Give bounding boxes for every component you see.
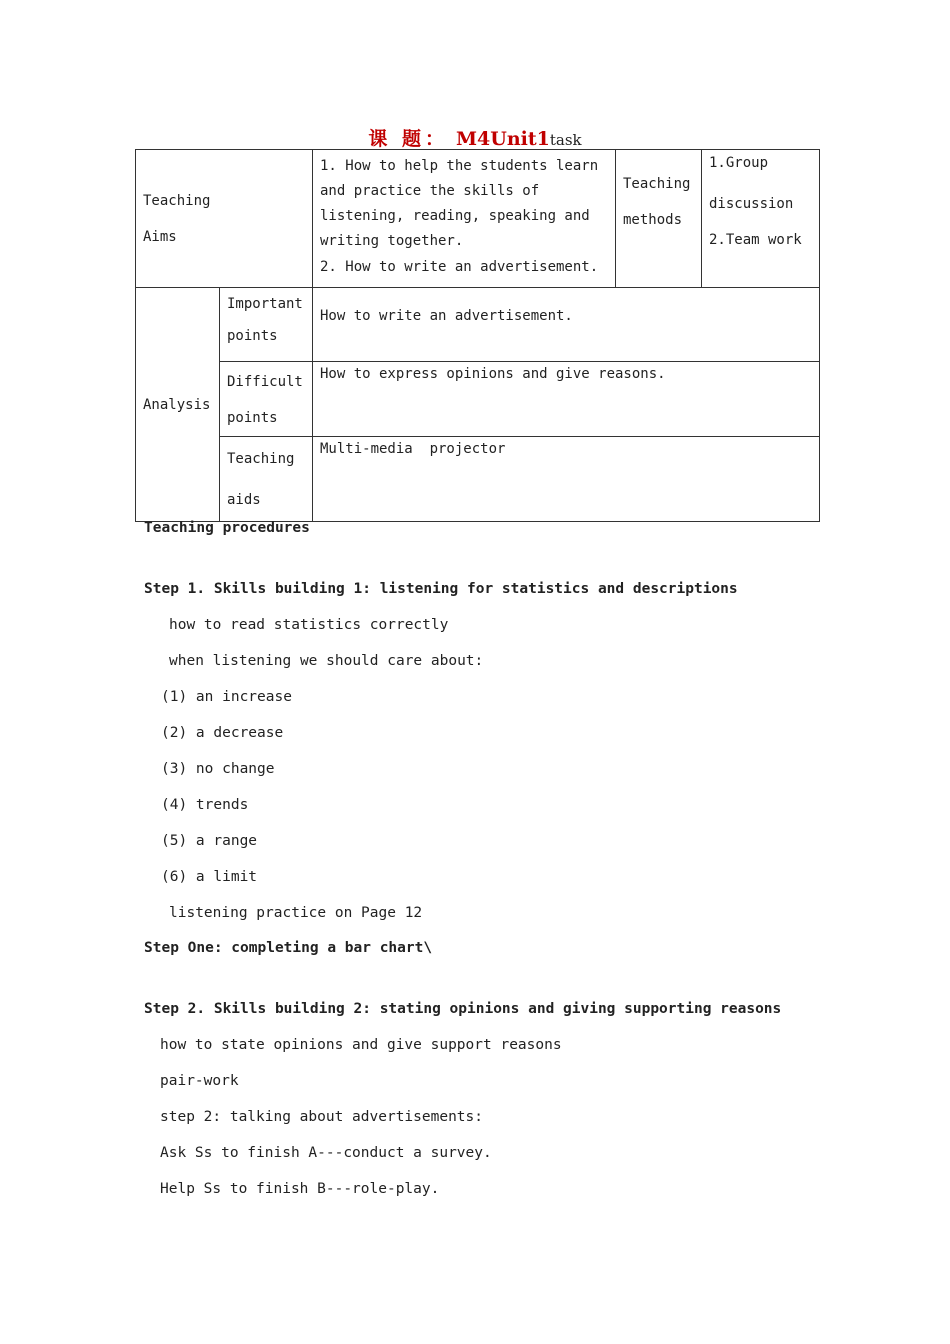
important-value: How to write an advertisement.	[320, 308, 573, 324]
step1-item-5: (5) a range	[161, 833, 258, 849]
title-chinese: 课 题：	[368, 128, 448, 150]
step1-item-6: (6) a limit	[161, 869, 258, 885]
step2-line-2: pair-work	[160, 1073, 239, 1089]
methods-item-1: 1.Group	[709, 155, 769, 171]
important-label: Important points	[227, 296, 303, 344]
difficult-value-cell	[313, 362, 820, 437]
step1-line-3: listening practice on Page 12	[169, 905, 423, 921]
methods-content-cell	[702, 150, 820, 288]
important-value-cell	[313, 288, 820, 362]
methods-label-cell	[616, 150, 702, 288]
lesson-plan-table	[135, 149, 820, 522]
page-title	[0, 124, 950, 151]
title-code: M4Unit1	[456, 128, 550, 150]
step2-line-4: Ask Ss to finish A---conduct a survey.	[160, 1145, 492, 1161]
step2-line-5: Help Ss to finish B---role-play.	[160, 1181, 440, 1197]
aims-item-2: 2. How to write an advertisement.	[320, 259, 599, 275]
step1-item-2: (2) a decrease	[161, 725, 284, 741]
aims-row	[136, 150, 820, 288]
difficult-label: Difficult points	[227, 374, 303, 426]
analysis-row-aids	[136, 437, 820, 522]
step1-item-4: (4) trends	[161, 797, 249, 813]
methods-item-2: discussion	[709, 196, 794, 212]
aims-item-1: 1. How to help the students learn and practice the skills of listening, reading, speaking and writing together.	[320, 158, 599, 249]
step-one-heading: Step One: completing a bar chart\	[144, 940, 433, 956]
analysis-label: Analysis	[143, 396, 211, 413]
aids-value: Multi-media projector	[320, 441, 506, 457]
aids-value-cell	[313, 437, 820, 522]
aims-label-cell	[136, 150, 313, 288]
step1-item-1: (1) an increase	[161, 689, 292, 705]
aims-label: Teaching Aims	[143, 192, 211, 245]
step1-line-2: when listening we should care about:	[169, 653, 484, 669]
step2-line-1: how to state opinions and give support reasons	[160, 1037, 562, 1053]
aids-label-cell	[220, 437, 313, 522]
step1-item-3: (3) no change	[161, 761, 275, 777]
difficult-value: How to express opinions and give reasons.	[320, 366, 666, 382]
step1-line-1: how to read statistics correctly	[169, 617, 449, 633]
methods-item-3: 2.Team work	[709, 232, 802, 248]
analysis-row-important	[136, 288, 820, 362]
procedures-heading: Teaching procedures	[144, 520, 310, 536]
step1-heading: Step 1. Skills building 1: listening for statistics and descriptions	[144, 581, 738, 597]
important-label-cell	[220, 288, 313, 362]
analysis-row-difficult	[136, 362, 820, 437]
aims-content-cell	[313, 150, 616, 288]
step2-heading: Step 2. Skills building 2: stating opinions and giving supporting reasons	[144, 1001, 782, 1017]
difficult-label-cell	[220, 362, 313, 437]
step2-line-3: step 2: talking about advertisements:	[160, 1109, 484, 1125]
analysis-label-cell	[136, 288, 220, 522]
methods-label: Teaching methods	[623, 176, 691, 228]
aids-label: Teaching aids	[227, 451, 295, 508]
title-suffix: task	[549, 131, 582, 149]
